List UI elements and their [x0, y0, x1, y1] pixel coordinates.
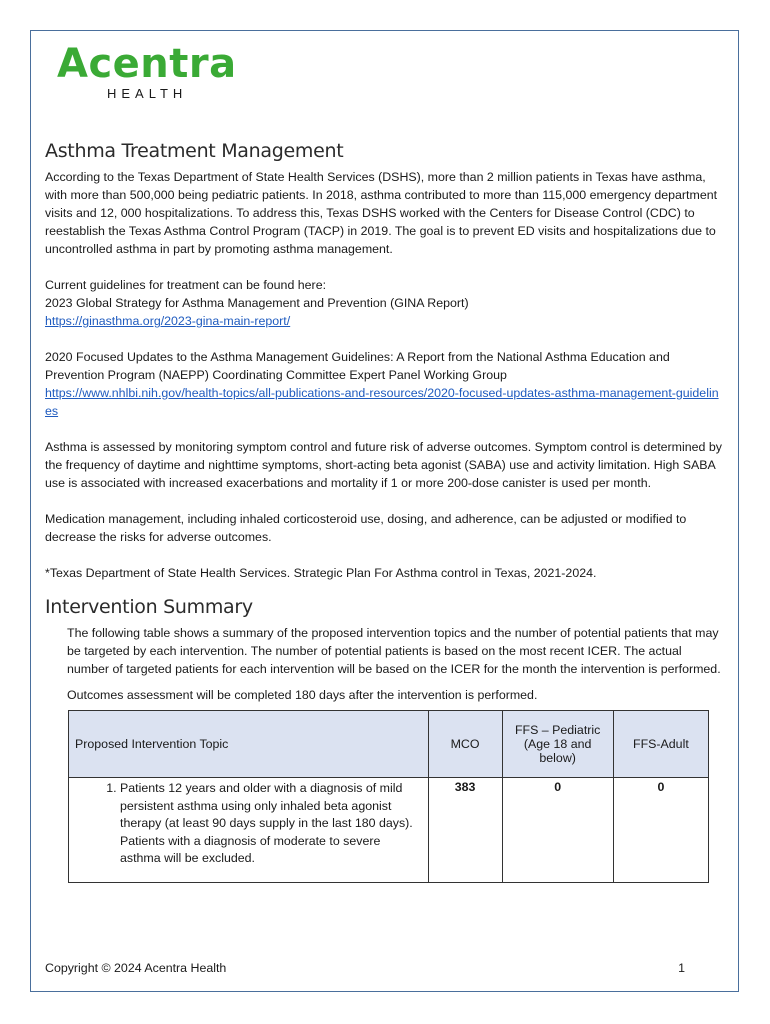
logo-subtitle: HEALTH — [107, 86, 188, 101]
section-heading-intervention: Intervention Summary — [45, 596, 253, 618]
naepp-title: 2020 Focused Updates to the Asthma Management Guidelines: A Report from the National Asthma Education and Prevention Program (NAEPP) Coordinating Committee Expert Panel Working Group — [45, 350, 670, 382]
citation: *Texas Department of State Health Services. Strategic Plan For Asthma control in Texas, 2021-2024. — [45, 566, 597, 580]
ffs-pediatric-cell: 0 — [502, 778, 613, 883]
assessment-paragraph: Asthma is assessed by monitoring symptom control and future risk of adverse outcomes. Symptom control is determined by the frequency of daytime and nighttime symptoms, short-acting beta agonist (SABA) use and activity limitation. High SABA use is associated with increased exacerbations and mortality if 1 or more 200-dose canister is used per month. — [45, 440, 722, 490]
gina-title: 2023 Global Strategy for Asthma Management and Prevention (GINA Report) — [45, 296, 469, 310]
intervention-paragraph: The following table shows a summary of the proposed intervention topics and the number of potential patients that may be targeted by each intervention. The number of potential patients is based on the most recent ICER. The actual number of targeted patients for each intervention will be based on the ICER for the month the intervention is performed. — [67, 626, 721, 676]
page-number: 1 — [678, 961, 685, 975]
copyright-text: Copyright © 2024 Acentra Health — [45, 961, 227, 975]
mco-cell: 383 — [428, 778, 502, 883]
outcomes-paragraph: Outcomes assessment will be completed 180 days after the intervention is performed. — [67, 688, 538, 702]
header-ffs-adult: FFS-Adult — [613, 711, 708, 778]
logo-wordmark: Acentra — [57, 41, 237, 87]
document-body — [45, 140, 725, 883]
gina-link[interactable]: https://ginasthma.org/2023-gina-main-report/ — [45, 314, 291, 328]
topic-text: 1. Patients 12 years and older with a diagnosis of mild persistent asthma using only inhaled beta agonist therapy (at least 90 days supply in the last 180 days). Patients with a diagnosis of moderate to severe asthma will be excluded. — [120, 780, 422, 868]
header-ffs-pediatric: FFS – Pediatric (Age 18 and below) — [502, 711, 613, 778]
intro-paragraph: According to the Texas Department of State Health Services (DSHS), more than 2 million patients in Texas have asthma, with more than 500,000 being pediatric patients. In 2018, asthma contributed to more than 115,000 emergency department visits and 12, 000 hospitalizations. To address this, Texas DSHS worked with the Centers for Disease Control (CDC) to reestablish the Texas Asthma Control Program (TACP) in 2019. The goal is to prevent ED visits and hospitalizations due to uncontrolled asthma in part by promoting asthma management. — [45, 170, 718, 256]
ffs-adult-cell: 0 — [613, 778, 708, 883]
section-heading-asthma: Asthma Treatment Management — [45, 140, 344, 162]
topic-cell — [69, 778, 429, 883]
header-topic: Proposed Intervention Topic — [69, 711, 429, 778]
guidelines-intro: Current guidelines for treatment can be found here: — [45, 278, 327, 292]
table-header-row — [69, 711, 709, 778]
medication-paragraph: Medication management, including inhaled corticosteroid use, dosing, and adherence, can be adjusted or modified to decrease the risks for adverse outcomes. — [45, 512, 687, 544]
header-mco: MCO — [428, 711, 502, 778]
table-row — [69, 778, 709, 883]
intervention-table — [68, 710, 709, 883]
acentra-logo — [57, 40, 257, 110]
page-footer — [45, 961, 685, 975]
naepp-link[interactable]: https://www.nhlbi.nih.gov/health-topics/all-publications-and-resources/2020-focused-updates-asthma-management-guidelines — [45, 386, 719, 418]
